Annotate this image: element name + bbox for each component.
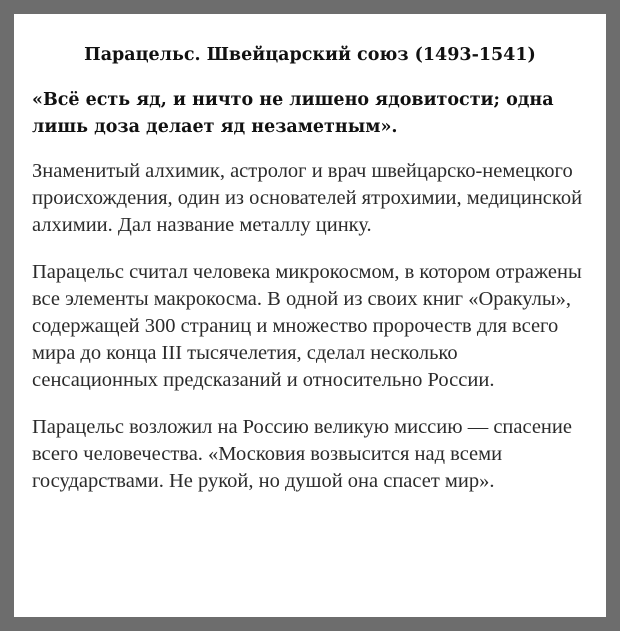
article-card xyxy=(14,14,606,617)
article-title: Парацельс. Швейцарский союз (1493-1541) xyxy=(84,45,536,65)
quote-text: «Всё есть яд, и ничто не лишено ядовитости; одна лишь доза делает яд незаметным». xyxy=(32,90,554,137)
paragraph-biography: Знаменитый алхимик, астролог и врач швейцарско-немецкого происхождения, один из основателей ятрохимии, медицинской алхимии. Дал название металлу цинку. xyxy=(32,160,583,236)
paragraph-microcosm: Парацельс считал человека микрокосмом, в котором отражены все элементы макрокосма. В одной из своих книг «Оракулы», содержащей 300 страниц и множество пророчеств для всего мира до конца III тысячелетия, сделал несколько сенсационных предсказаний и относительно России. xyxy=(32,261,582,391)
paragraph-mission: Парацельс возложил на Россию великую миссию — спасение всего человечества. «Московия возвысится над всеми государствами. Не рукой, но душой она спасет мир». xyxy=(32,416,572,492)
